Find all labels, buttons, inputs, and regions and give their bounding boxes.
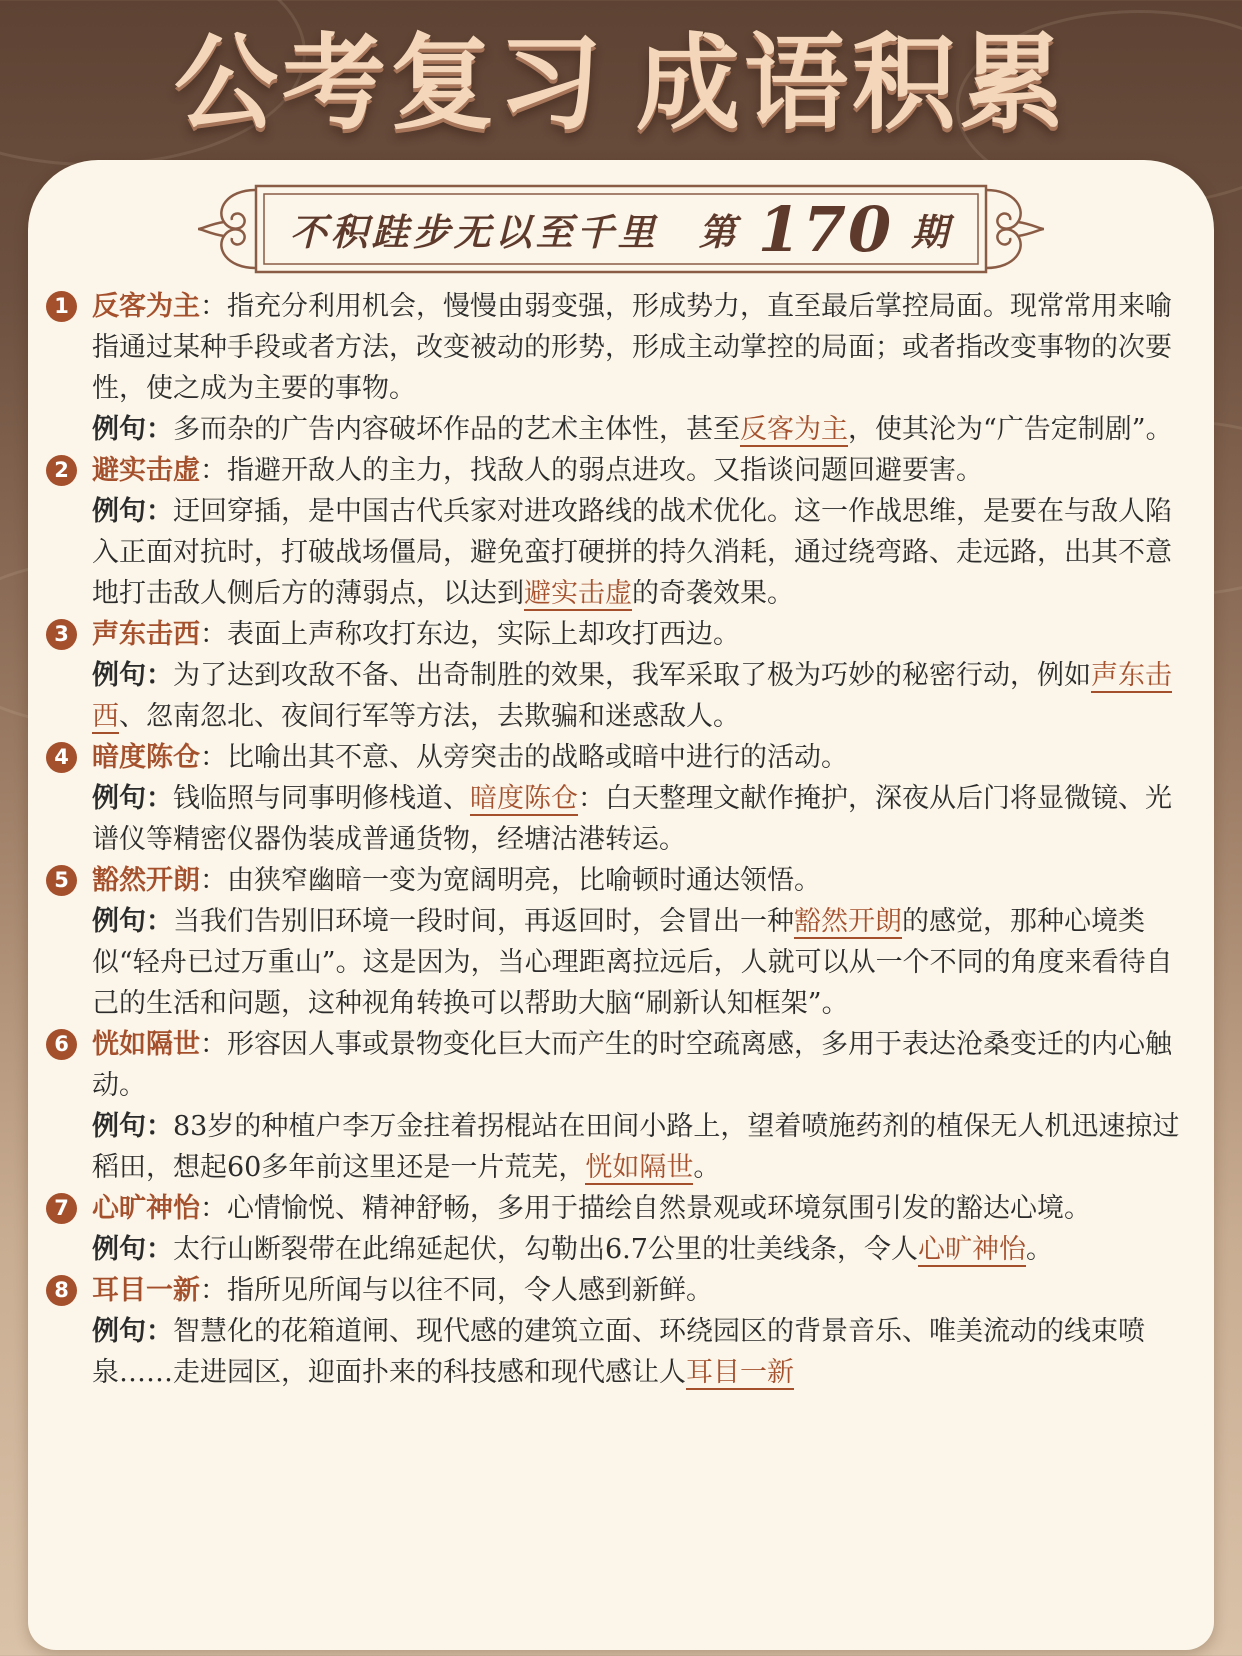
example-label: 例句： — [92, 414, 173, 445]
definition-text: ：形容因人事或景物变化巨大而产生的时空疏离感，多用于表达沧桑变迁的内心触动。 — [92, 1029, 1172, 1101]
idiom-term: 耳目一新 — [92, 1275, 200, 1306]
example-sentence — [92, 901, 1196, 1024]
definition — [92, 450, 1196, 491]
entry-number: 4 — [46, 742, 77, 773]
idiom-term: 恍如隔世 — [92, 1029, 200, 1060]
banner-text — [258, 180, 984, 278]
example-label: 例句： — [92, 906, 173, 937]
example-text: 为了达到攻敌不备、出奇制胜的效果，我军采取了极为巧妙的秘密行动，例如 — [173, 660, 1091, 691]
idiom-entry — [46, 286, 1196, 450]
idiom-term: 声东击西 — [92, 619, 200, 650]
example-sentence — [92, 1106, 1196, 1188]
example-text: 、忽南忽北、夜间行军等方法，去欺骗和迷惑敌人。 — [119, 701, 740, 732]
entry-number: 2 — [46, 455, 77, 486]
example-sentence — [92, 1311, 1196, 1393]
example-label: 例句： — [92, 1316, 173, 1347]
example-sentence — [92, 1229, 1196, 1270]
definition — [92, 1188, 1196, 1229]
example-label: 例句： — [92, 496, 173, 527]
entry-number: 3 — [46, 619, 77, 650]
issue-number: 170 — [757, 192, 894, 266]
example-text: 。 — [1025, 1234, 1053, 1265]
idiom-term: 反客为主 — [92, 291, 200, 322]
example-text: ，使其沦为“广告定制剧”。 — [848, 414, 1173, 445]
definition — [92, 737, 1196, 778]
definition-text: ：心情愉悦、精神舒畅，多用于描绘自然景观或环境氛围引发的豁达心境。 — [200, 1193, 1091, 1224]
example-text: 迂回穿插，是中国古代兵家对进攻路线的战术优化。这一作战思维，是要在与敌人陷入正面对抗时，打破战场僵局，避免蛮打硬拼的持久消耗，通过绕弯路、走远路，出其不意地打击敌人侧后方的薄弱点，以达到 — [92, 496, 1172, 609]
idiom-term: 暗度陈仓 — [92, 742, 200, 773]
entry-number: 8 — [46, 1275, 77, 1306]
definition — [92, 1270, 1196, 1311]
example-text: ：白天整理文献作掩护，深夜从后门将显微镜、光谱仪等精密仪器伪装成普通货物，经塘沽港转运。 — [92, 783, 1172, 855]
example-text: 83岁的种植户李万金拄着拐棍站在田间小路上，望着喷施药剂的植保无人机迅速掠过稻田，想起60多年前这里还是一片荒芜， — [92, 1111, 1180, 1183]
example-text: 太行山断裂带在此绵延起伏，勾勒出6.7公里的壮美线条，令人 — [173, 1234, 918, 1265]
definition — [92, 860, 1196, 901]
example-text: 多而杂的广告内容破坏作品的艺术主体性，甚至 — [173, 414, 740, 445]
example-text: 的感觉，那种心境类似“轻舟已过万重山”。这是因为，当心理距离拉远后，人就可以从一个不同的角度来看待自己的生活和问题，这种视角转换可以帮助大脑“刷新认知框架”。 — [92, 906, 1173, 1019]
issue-prefix: 第 — [698, 211, 740, 254]
entry-number: 5 — [46, 865, 77, 896]
idiom-entry — [46, 737, 1196, 860]
idiom-entry — [46, 860, 1196, 1024]
definition — [92, 614, 1196, 655]
example-label: 例句： — [92, 1234, 173, 1265]
example-text: 当我们告别旧环境一段时间，再返回时，会冒出一种 — [173, 906, 794, 937]
issue-suffix: 期 — [911, 211, 953, 254]
example-text: 。 — [693, 1152, 721, 1183]
example-idiom-highlight: 避实击虚 — [524, 578, 632, 609]
idiom-entry — [46, 1270, 1196, 1393]
example-idiom-highlight: 心旷神怡 — [917, 1234, 1026, 1265]
idiom-entry — [46, 450, 1196, 614]
motto: 不积跬步无以至千里 — [289, 211, 659, 254]
example-text: 钱临照与同事明修栈道、 — [173, 783, 470, 814]
idiom-term: 心旷神怡 — [92, 1193, 200, 1224]
example-sentence — [92, 655, 1196, 737]
example-idiom-highlight: 声东击西 — [92, 660, 1172, 732]
example-label: 例句： — [92, 1111, 173, 1142]
example-idiom-highlight: 暗度陈仓 — [470, 783, 578, 814]
entry-number: 6 — [46, 1029, 77, 1060]
definition — [92, 1024, 1196, 1106]
definition-text: ：由狭窄幽暗一变为宽阔明亮，比喻顿时通达领悟。 — [200, 865, 821, 896]
example-label: 例句： — [92, 660, 173, 691]
example-idiom-highlight: 恍如隔世 — [585, 1152, 694, 1183]
idiom-term: 避实击虚 — [92, 455, 200, 486]
definition-text: ：指所见所闻与以往不同，令人感到新鲜。 — [200, 1275, 713, 1306]
idiom-entry — [46, 1188, 1196, 1270]
example-text: 智慧化的花箱道闸、现代感的建筑立面、环绕园区的背景音乐、唯美流动的线束喷泉……走进园区，迎面扑来的科技感和现代感让人 — [92, 1316, 1145, 1388]
example-idiom-highlight: 豁然开朗 — [794, 906, 902, 937]
content-card — [28, 160, 1214, 1650]
entry-number: 1 — [46, 291, 77, 322]
example-label: 例句： — [92, 783, 173, 814]
example-idiom-highlight: 耳目一新 — [686, 1357, 794, 1388]
example-idiom-highlight: 反客为主 — [740, 414, 848, 445]
title-part-1: 公考复习 — [173, 22, 606, 144]
example-text: 的奇袭效果。 — [632, 578, 794, 609]
page-title — [0, 18, 1242, 148]
title-part-2: 成语积累 — [636, 22, 1069, 144]
idiom-list — [46, 286, 1196, 1393]
example-sentence — [92, 491, 1196, 614]
example-sentence — [92, 778, 1196, 860]
idiom-term: 豁然开朗 — [92, 865, 200, 896]
definition-text: ：指充分利用机会，慢慢由弱变强，形成势力，直至最后掌控局面。现常常用来喻指通过某种手段或者方法，改变被动的形势，形成主动掌控的局面；或者指改变事物的次要性，使之成为主要的事物。 — [92, 291, 1172, 404]
definition-text: ：比喻出其不意、从旁突击的战略或暗中进行的活动。 — [200, 742, 848, 773]
idiom-entry — [46, 1024, 1196, 1188]
definition — [92, 286, 1196, 409]
example-sentence — [92, 409, 1196, 450]
definition-text: ：指避开敌人的主力，找敌人的弱点进攻。又指谈问题回避要害。 — [200, 455, 983, 486]
entry-number: 7 — [46, 1193, 77, 1224]
issue-banner — [196, 180, 1046, 278]
idiom-entry — [46, 614, 1196, 737]
definition-text: ：表面上声称攻打东边，实际上却攻打西边。 — [200, 619, 740, 650]
